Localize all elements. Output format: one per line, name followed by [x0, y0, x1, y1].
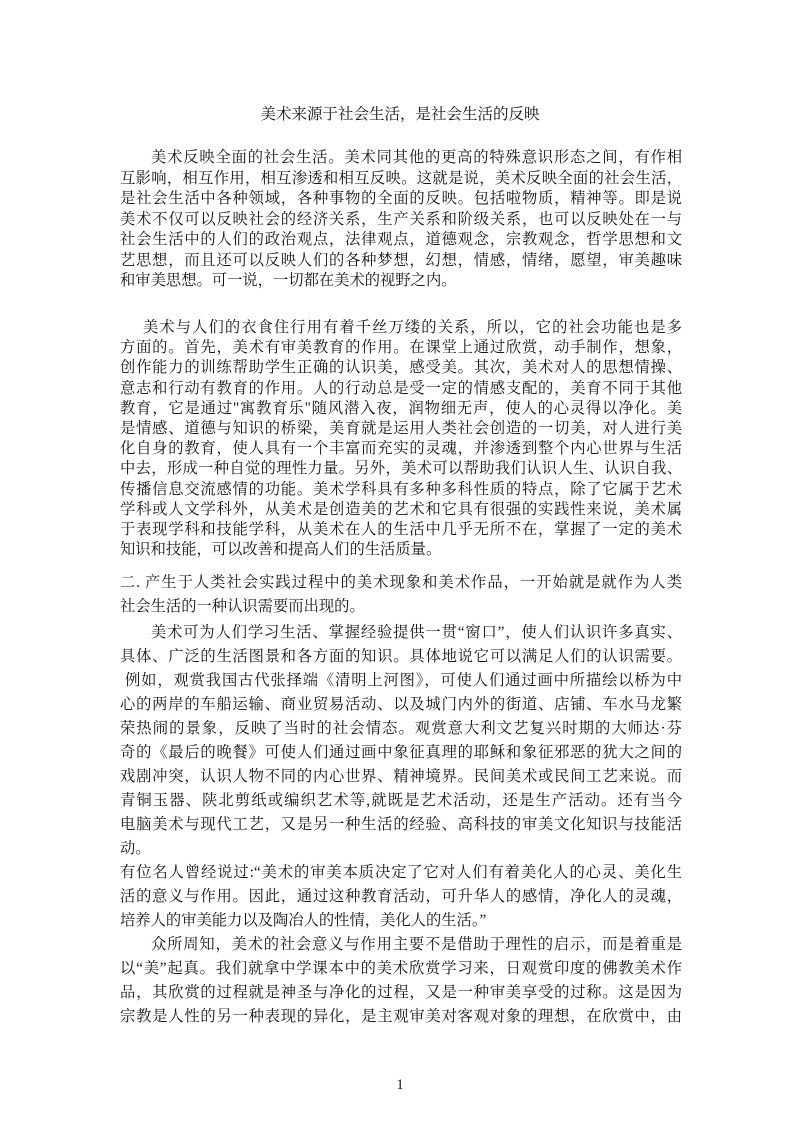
text-line: 有位名人曾经说过:“美术的审美本质决定了它对人们有着美化人的心灵、美化生 [120, 864, 682, 881]
text-line: 以“美”起真。我们就拿中学课本中的美术欣赏学习来，日观赏印度的佛教美术作 [120, 960, 682, 977]
text-line: 戏剧冲突，认识人物不同的内心世界、精神境界。民间美术或民间工艺来说。而 [120, 768, 682, 785]
text-line: 互影响，相互作用，相互渗透和相互反映。这就是说，美术反映全面的社会生活， [120, 169, 682, 187]
text-line: 学科或人文学科外，从美术是创造美的艺术和它具有很强的实践性来说，美术属 [120, 500, 682, 518]
text-line: 奇的《最后的晚餐》可使人们通过画中象征真理的耶稣和象征邪恶的犹大之间的 [120, 744, 682, 761]
text-line: 培养人的审美能力以及陶冶人的性情，美化人的生活。” [120, 912, 487, 929]
paragraph-3 [120, 571, 682, 619]
text-line: 社会生活中的人们的政治观点，法律观点，道德观念，宗教观念，哲学思想和文 [120, 231, 682, 248]
text-line: 意志和行动有教育的作用。人的行动总是受一定的情感支配的，美育不同于其他 [120, 379, 682, 397]
text-line: 例如，观赏我国古代张择端《清明上河图》，可使人们通过画中所描绘以桥为中 [125, 672, 682, 689]
text-line: 二. 产生于人类社会实践过程中的美术现象和美术作品，一开始就是就作为人类 [120, 574, 682, 591]
text-line: 美术反映全面的社会生活。美术同其他的更高的特殊意识形态之间，有作相 [151, 149, 682, 166]
text-line: 动。 [120, 840, 151, 857]
paragraph-5 [120, 861, 682, 933]
text-line: 知识和技能，可以改善和提高人们的生活质量。 [120, 541, 442, 559]
text-line: 美术不仅可以反映社会的经济关系，生产关系和阶级关系，也可以反映处在一与 [120, 210, 682, 228]
text-line: 传播信息交流感情的功能。美术学科具有多种多科性质的特点，除了它属于艺术 [120, 480, 682, 498]
text-line: 是社会生活中各种领域，各种事物的全面的反映。包括啦物质，精神等。即是说 [120, 190, 682, 207]
text-line: 品，其欣赏的过程就是神圣与净化的过程，又是一种审美享受的过称。这是因为 [120, 984, 682, 1001]
text-line: 众所周知，美术的社会意义与作用主要不是借助于理性的启示，而是着重是 [151, 936, 682, 953]
text-line: 教育，它是通过"寓教育乐"随风潜入夜，润物细无声，使人的心灵得以净化。美 [120, 399, 682, 417]
text-line: 和审美思想。可一说，一切都在美术的视野之内。 [120, 272, 457, 289]
paragraph-1 [120, 148, 682, 292]
text-line: 中去，形成一种自觉的理性力量。另外，美术可以帮助我们认识人生、认识自我、 [120, 460, 682, 478]
page-number: 1 [396, 1077, 404, 1093]
text-line: 是情感、道德与知识的桥梁，美育就是运用人类社会创造的一切美，对人进行美 [120, 420, 682, 438]
text-line: 方面的。首先，美术有审美教育的作用。在课堂上通过欣赏，动手制作，想象， [120, 339, 682, 357]
text-line: 于表现学科和技能学科，从美术在人的生活中几乎无所不在，掌握了一定的美术 [120, 521, 682, 539]
paragraph-4 [120, 621, 682, 861]
text-line: 青铜玉器、陕北剪纸或编织艺术等,就既是艺术活动，还是生产活动。还有当今 [120, 792, 682, 809]
text-line: 心的两岸的车船运输、商业贸易活动、以及城门内外的街道、店铺、车水马龙繁 [120, 696, 682, 713]
text-line: 活的意义与作用。因此，通过这种教育活动，可升华人的感情，净化人的灵魂， [120, 888, 682, 905]
paragraph-6 [120, 933, 682, 1029]
text-line: 宗教是人性的另一种表现的异化，是主观审美对客观对象的理想，在欣赏中，由 [120, 1008, 682, 1025]
text-line: 荣热闹的景象，反映了当时的社会情态。观赏意大利文艺复兴时期的大师达·芬 [120, 720, 682, 737]
text-line: 艺思想，而且还可以反映人们的各种梦想，幻想，情感，情绪，愿望，审美趣味 [120, 251, 682, 269]
text-line: 创作能力的训练帮助学生正确的认识美，感受美。其次，美术对人的思想情操、 [120, 359, 682, 377]
text-line: 具体、广泛的生活图景和各方面的知识。具体地说它可以满足人们的认识需要。 [120, 648, 682, 665]
paragraph-2 [120, 318, 682, 560]
page-title: 美术来源于社会生活，是社会生活的反映 [260, 106, 540, 123]
text-line: 电脑美术与现代工艺，又是另一种生活的经验、高科技的审美文化知识与技能活 [120, 816, 682, 833]
text-line: 社会生活的一种认识需要而出现的。 [120, 598, 365, 615]
text-line: 化自身的教育，使人具有一个丰富而充实的灵魂，并渗透到整个内心世界与生活 [120, 440, 682, 458]
text-line: 美术可为人们学习生活、掌握经验提供一贯“窗口”，使人们认识许多真实、 [151, 624, 682, 641]
text-line: 美术与人们的衣食住行用有着千丝万缕的关系，所以，它的社会功能也是多 [143, 319, 682, 336]
